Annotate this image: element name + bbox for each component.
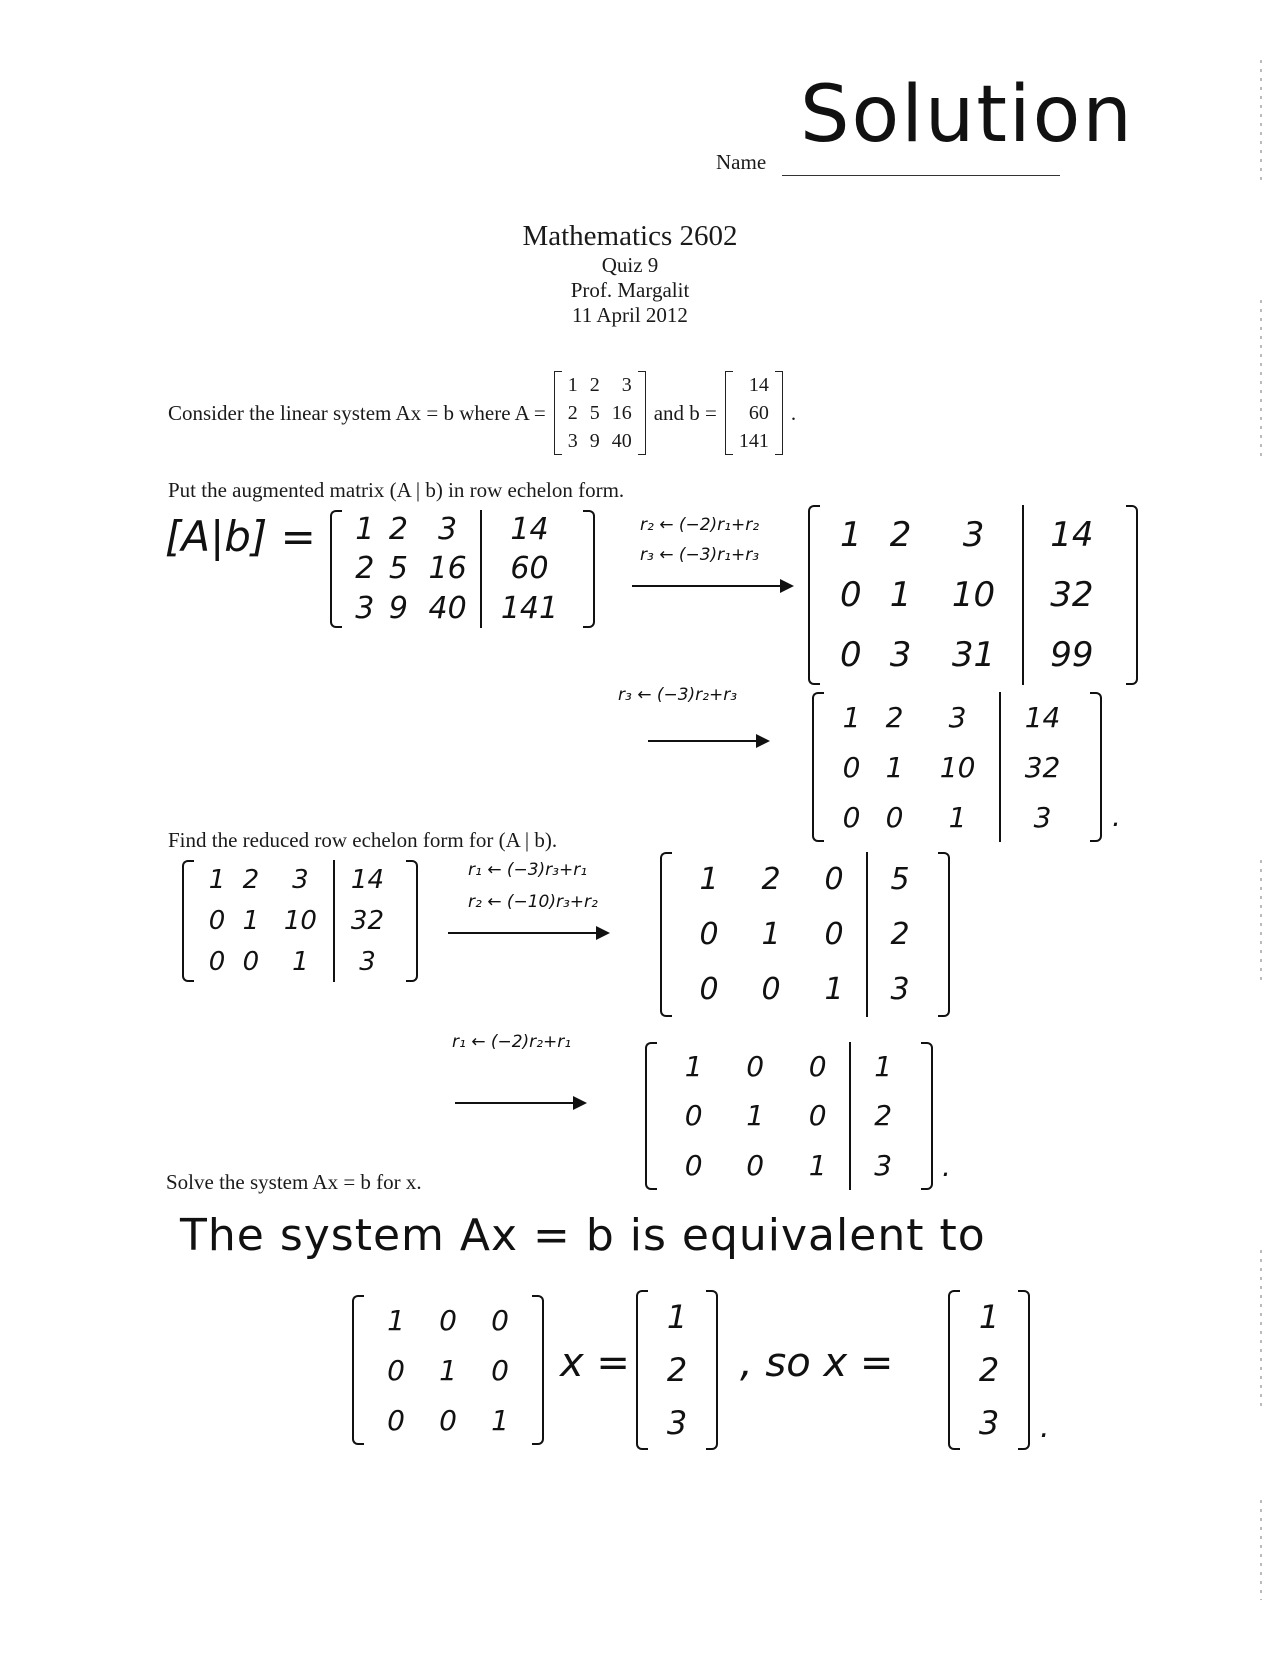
part1-prompt: Put the augmented matrix (A | b) in row echelon form. [168,478,625,502]
name-handwritten: Solution [800,70,1134,160]
scan-artifact [1260,1250,1262,1410]
problem-intro: Consider the linear system Ax = b where A = [168,400,546,425]
name-label: Name [716,150,767,174]
scan-artifact [1260,60,1262,180]
matrix-A: 1 2 3 2 5 16 3 9 40 [554,371,646,455]
professor-name: Prof. Margalit [570,278,690,302]
quiz-number: Quiz 9 [601,253,659,277]
quiz-date: 11 April 2012 [572,303,688,327]
part3-x-equals: x = [560,1340,630,1386]
part2-matrix-0: 1 2 3 14 0 1 10 32 0 0 1 3 [182,860,418,982]
part2-arrow-2 [455,1102,585,1104]
part1-arrow-1 [632,585,792,587]
problem-statement: Consider the linear system Ax = b where A = 1 2 3 2 5 16 3 9 40 and b = 14 60 141 . [168,370,796,456]
part1-matrix-2: 1 2 3 14 0 1 10 32 0 0 1 3 [812,692,1102,842]
part2-op1b: r₂ ← (−10)r₃+r₂ [468,892,598,912]
scan-artifact [1260,300,1262,460]
part1-matrix-1: 1 2 3 14 0 1 10 32 0 3 31 99 [808,505,1138,685]
problem-and-b: and b = [653,400,717,425]
part2-prompt: Find the reduced row echelon form for (A | b). [168,828,558,852]
part3-prompt: Solve the system Ax = b for x. [166,1170,422,1194]
part3-statement: The system Ax = b is equivalent to [180,1210,986,1261]
part3-identity-matrix: 1 0 0 0 1 0 0 0 1 [352,1295,544,1445]
part2-arrow-1 [448,932,608,934]
part3-rhs-vector: 1 2 3 [636,1290,718,1450]
course-title: Mathematics 2602 [522,220,738,252]
scan-artifact [1260,860,1262,980]
part1-arrow-2 [648,740,768,742]
part1-op1b: r₃ ← (−3)r₁+r₃ [640,545,760,565]
part2-matrix-2: 1 0 0 1 0 1 0 2 0 0 1 3 [645,1042,933,1190]
part2-op1a: r₁ ← (−3)r₃+r₁ [468,860,588,880]
part3-solution-vector: 1 2 3 [948,1290,1030,1450]
part2-matrix-1: 1 2 0 5 0 1 0 2 0 0 1 3 [660,852,950,1017]
part3-so-x: , so x = [740,1340,894,1386]
title-block [0,220,1260,328]
name-underline [782,175,1060,176]
scan-artifact [1260,1500,1262,1600]
part1-lhs: [A|b] = [165,512,316,561]
part2-op2: r₁ ← (−2)r₂+r₁ [452,1032,572,1052]
vector-b: 14 60 141 [725,371,783,455]
part1-op2: r₃ ← (−3)r₂+r₃ [618,685,738,705]
part1-op1a: r₂ ← (−2)r₁+r₂ [640,515,760,535]
part1-matrix-0: 1 2 3 14 2 5 16 60 3 9 40 141 [330,510,595,628]
